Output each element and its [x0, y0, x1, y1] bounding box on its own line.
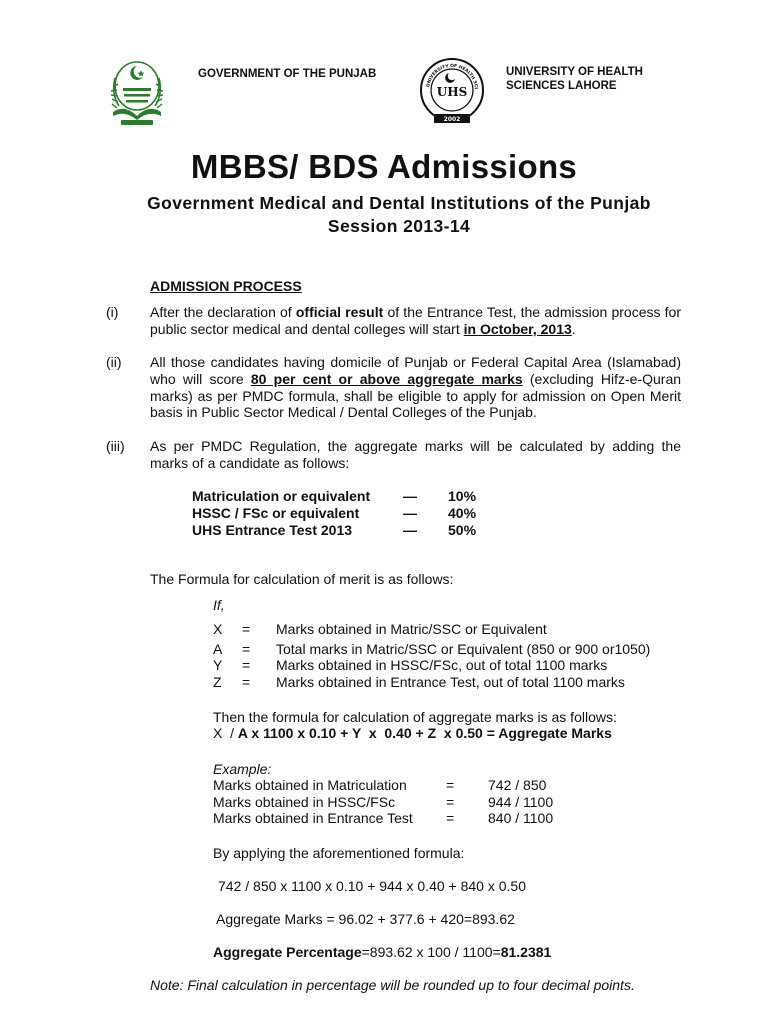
example-value: 944 / 1100: [488, 794, 554, 810]
paragraph-item-ii: [150, 354, 681, 421]
aggregate-formula: [213, 725, 612, 741]
weightage-dash: —: [403, 488, 417, 504]
formula-intro: The Formula for calculation of merit is as follows:: [150, 571, 454, 587]
variable-equals: =: [242, 657, 251, 673]
emphasis-text: in October, 2013: [463, 320, 572, 337]
item-number: (i): [106, 304, 119, 320]
example-label-text: Marks obtained in Matriculation: [213, 777, 407, 793]
variable-equals: =: [242, 621, 251, 637]
section-heading: ADMISSION PROCESS: [150, 278, 302, 294]
weightage-label: Matriculation or equivalent: [192, 488, 371, 504]
document-title: MBBS/ BDS Admissions: [190, 148, 578, 185]
applying-text: By applying the aforementioned formula:: [213, 845, 465, 861]
punjab-government-logo: [107, 56, 167, 128]
subtitle-session: Session 2013-14: [327, 216, 471, 236]
example-label-text: Marks obtained in Entrance Test: [213, 810, 413, 826]
paragraph-text: As per PMDC Regulation, the aggregate marks will be calculated by adding the marks of a candidate as follows:: [150, 438, 681, 471]
variable-description: Marks obtained in Matric/SSC or Equivalent: [276, 621, 547, 637]
weightage-percent: 40%: [448, 505, 477, 521]
example-equals: =: [446, 810, 455, 826]
variable-symbol: Y: [213, 657, 223, 673]
if-label: If,: [213, 597, 225, 613]
weightage-dash: —: [403, 522, 417, 538]
percentage-calc: =893.62 x 100 / 1100=: [361, 944, 501, 960]
footnote: Note: Final calculation in percentage will be rounded up to four decimal points.: [150, 977, 635, 993]
paragraph-text: (excluding Hifz-e-Quran marks) as per PMDC formula, shall be eligible to apply for admission on Open Merit basis in Public Sector Medical / Dental Colleges of the Punjab.: [150, 370, 682, 421]
emphasis-text: 80 per cent or above aggregate marks: [250, 370, 523, 387]
variable-description: Marks obtained in HSSC/FSc, out of total 1100 marks: [276, 657, 608, 673]
example-value: 742 / 850: [488, 777, 547, 793]
weightage-percent: 10%: [448, 488, 477, 504]
university-name-line1: UNIVERSITY OF HEALTH: [506, 66, 643, 78]
paragraph-item-iii: [150, 438, 681, 472]
variable-description: Marks obtained in Entrance Test, out of total 1100 marks: [276, 674, 625, 690]
aggregate-marks-line: Aggregate Marks = 96.02 + 377.6 + 420=893.62: [216, 911, 515, 927]
formula-lead: Then the formula for calculation of aggregate marks is as follows:: [213, 709, 617, 725]
weightage-dash: —: [403, 505, 417, 521]
formula-body: A x 1100 x 0.10 + Y x 0.40 + Z x 0.50 = Aggregate Marks: [237, 725, 612, 741]
uhs-logo-ring-text: UNIVERSITY OF HEALTH SCI: [426, 63, 478, 90]
document-subtitle: [0, 192, 768, 238]
example-label: Example:: [213, 761, 272, 777]
weightage-label: HSSC / FSc or equivalent: [192, 505, 360, 521]
university-name: [506, 65, 666, 93]
weightage-percent: 50%: [448, 522, 477, 538]
formula-x: X /: [213, 725, 238, 741]
government-name: GOVERNMENT OF THE PUNJAB: [198, 68, 377, 80]
uhs-logo: [416, 56, 488, 128]
weightage-label: UHS Entrance Test 2013: [192, 522, 353, 538]
subtitle-institutions: Government Medical and Dental Institutions of the Punjab: [147, 193, 651, 213]
variable-symbol: X: [213, 621, 223, 637]
example-label-text: Marks obtained in HSSC/FSc: [213, 794, 396, 810]
university-name-line2: SCIENCES LAHORE: [506, 80, 617, 92]
paragraph-text: .: [571, 320, 576, 337]
percentage-label: Aggregate Percentage: [213, 944, 362, 960]
example-equals: =: [446, 777, 455, 793]
uhs-logo-year: 2002: [443, 116, 461, 123]
calculation-line: 742 / 850 x 1100 x 0.10 + 944 x 0.40 + 840 x 0.50: [218, 878, 526, 894]
paragraph-text: All those candidates having domicile of Punjab or Federal Capital Area (Islamabad) who will score: [150, 354, 681, 387]
example-value: 840 / 1100: [488, 810, 554, 826]
percentage-value: 81.2381: [500, 944, 552, 960]
variable-symbol: A: [213, 641, 223, 657]
paragraph-item-i: [150, 304, 681, 338]
paragraph-text: of the Entrance Test, the admission process for public sector medical and dental colleges will start: [150, 304, 681, 337]
aggregate-percentage-line: [213, 944, 551, 960]
example-equals: =: [446, 794, 455, 810]
item-number: (iii): [106, 438, 125, 454]
item-number: (ii): [106, 354, 122, 370]
variable-symbol: Z: [213, 674, 222, 690]
uhs-logo-letters: UHS: [436, 85, 468, 99]
emphasis-text: official result: [295, 304, 384, 320]
variable-equals: =: [242, 674, 251, 690]
variable-equals: =: [242, 641, 251, 657]
paragraph-text: After the declaration of: [150, 304, 296, 320]
variable-description: Total marks in Matric/SSC or Equivalent (850 or 900 or1050): [276, 641, 651, 657]
